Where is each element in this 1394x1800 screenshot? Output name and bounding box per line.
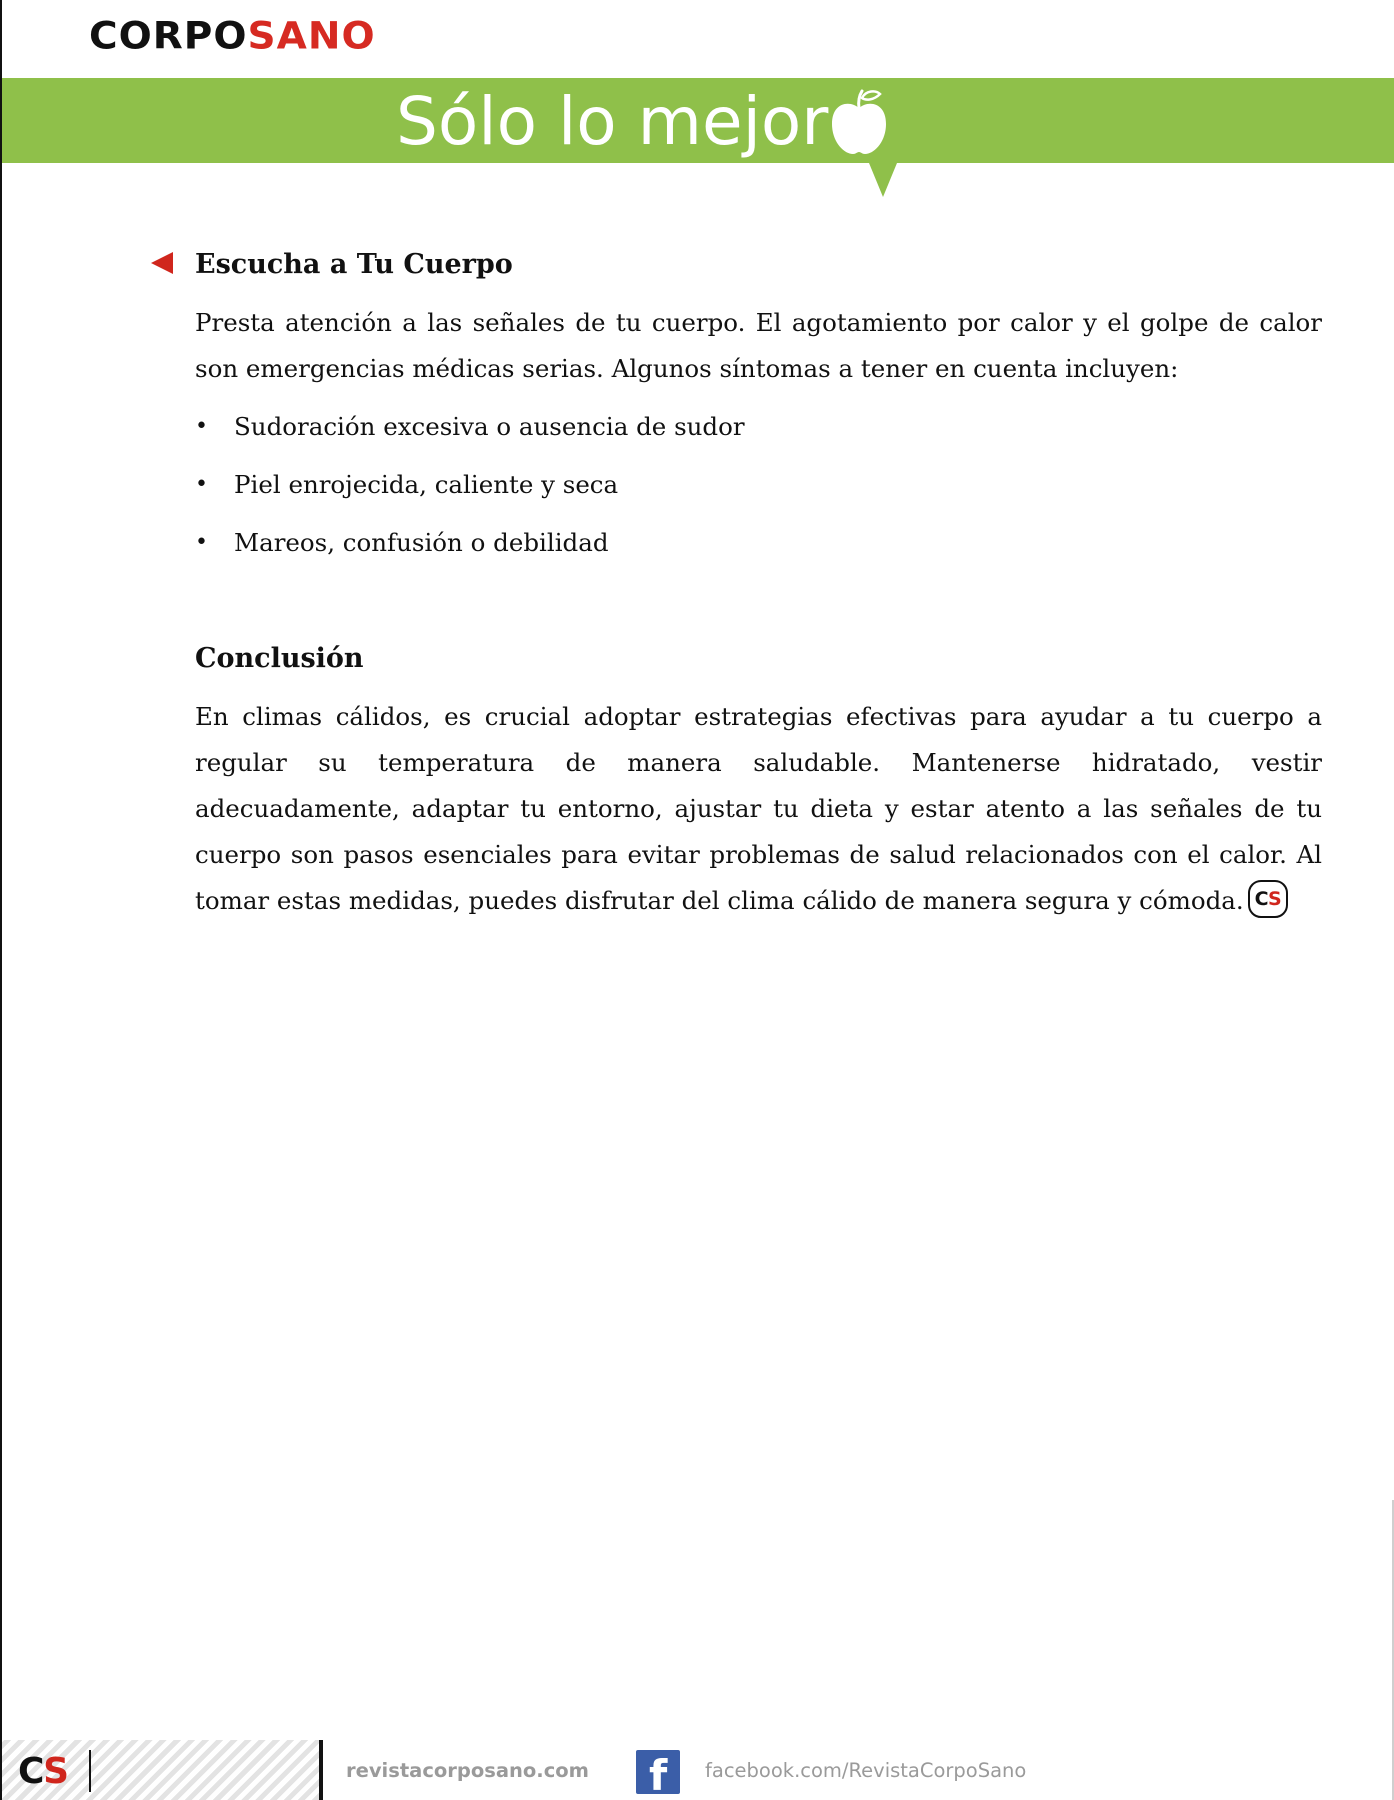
brand-logo-sano: SANO xyxy=(247,15,376,58)
banner-pointer xyxy=(869,163,897,197)
conclusion-text: En climas cálidos, es crucial adoptar estrategias efectivas para ayudar a tu cuerpo a regular su temperatura de manera saludable. Mantenerse hidratado, vestir adecuadamente, adaptar tu entorno, ajustar tu dieta y estar atento a las señales de tu cuerpo son pasos esenciales para evitar problemas de salud relacionados con el calor. Al tomar estas medidas, puedes disfrutar del clima cálido de manera segura y cómoda. xyxy=(195,702,1322,915)
list-item-text: Piel enrojecida, caliente y seca xyxy=(234,470,619,499)
footer-divider xyxy=(319,1740,323,1800)
list-item xyxy=(195,462,1322,508)
brand-logo xyxy=(89,15,376,58)
list-item xyxy=(195,404,1322,450)
footer-logo xyxy=(18,1752,67,1792)
bullet-icon: • xyxy=(195,414,208,439)
symptom-list xyxy=(195,404,1322,566)
list-item-text: Sudoración excesiva o ausencia de sudor xyxy=(234,412,745,441)
footer-divider xyxy=(89,1750,91,1792)
brand-logo-corpo: CORPO xyxy=(89,15,248,58)
section-paragraph-conclusion xyxy=(195,694,1322,924)
section-heading-escucha: Escucha a Tu Cuerpo xyxy=(195,249,513,280)
footer-logo-s: S xyxy=(43,1751,68,1792)
apple-icon xyxy=(828,88,890,156)
end-mark-c: C xyxy=(1254,887,1268,910)
article-content xyxy=(195,244,1322,924)
end-mark-s: S xyxy=(1267,887,1281,910)
footer-logo-c: C xyxy=(18,1751,44,1792)
section-paragraph-escucha: Presta atención a las señales de tu cuerpo. El agotamiento por calor y el golpe de calor son emergencias médicas serias. Algunos síntomas a tener en cuenta incluyen: xyxy=(195,308,1322,383)
banner-title: Sólo lo mejor xyxy=(396,83,829,160)
section-marker-icon xyxy=(151,252,173,274)
page-left-rule xyxy=(0,0,2,1800)
bullet-icon: • xyxy=(195,472,208,497)
facebook-icon[interactable] xyxy=(636,1750,680,1794)
end-mark-icon xyxy=(1248,880,1288,918)
page-footer xyxy=(0,1740,1394,1800)
list-item xyxy=(195,520,1322,566)
facebook-glyph: f xyxy=(649,1751,668,1794)
footer-facebook-link[interactable]: facebook.com/RevistaCorpoSano xyxy=(705,1759,1027,1782)
footer-website-link[interactable]: revistacorposano.com xyxy=(346,1759,589,1782)
list-item-text: Mareos, confusión o debilidad xyxy=(234,528,609,557)
section-heading-conclusion: Conclusión xyxy=(195,643,364,674)
bullet-icon: • xyxy=(195,530,208,555)
